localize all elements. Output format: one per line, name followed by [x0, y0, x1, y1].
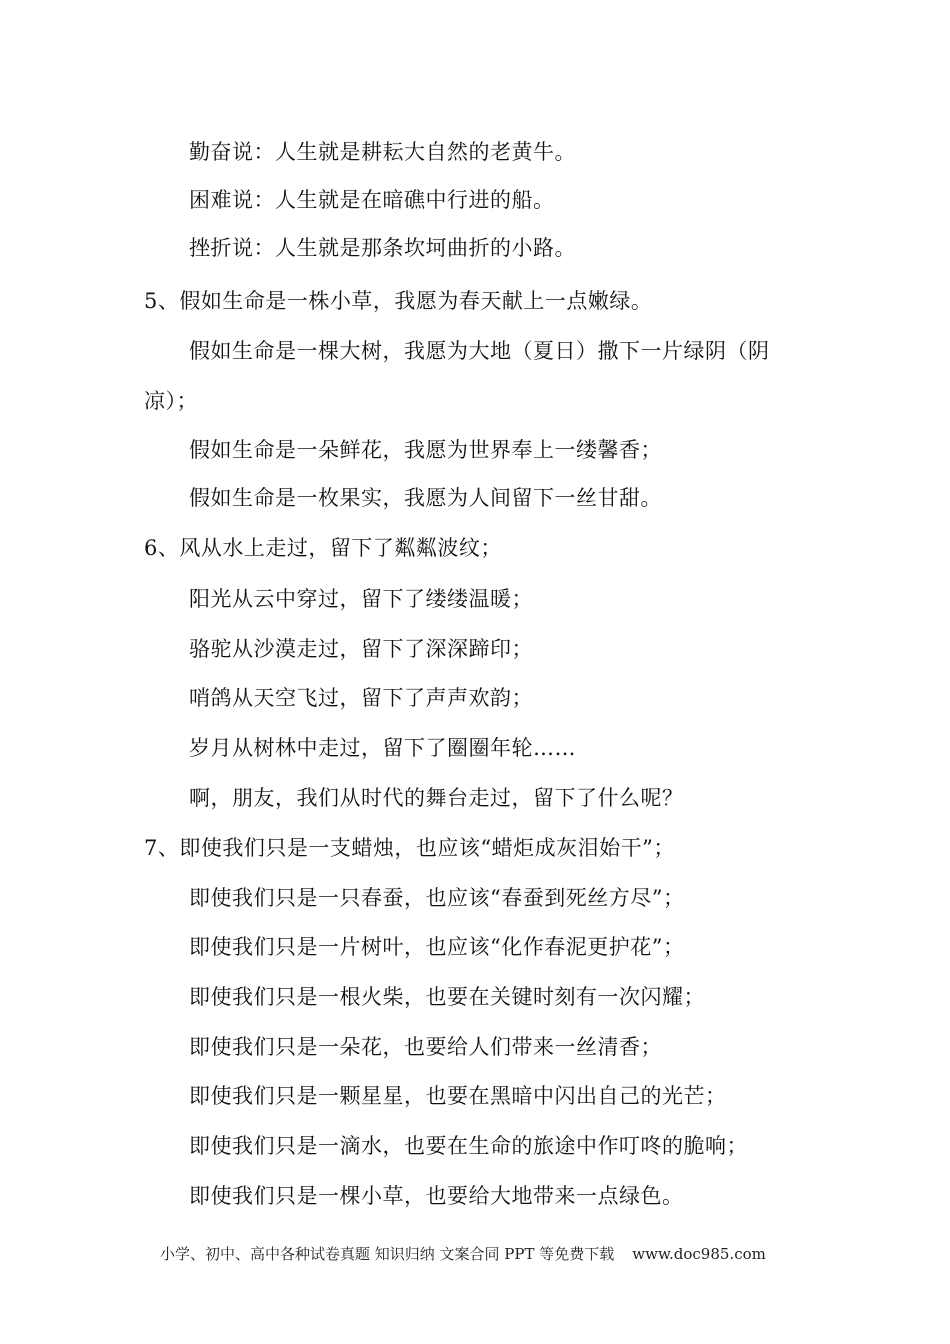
text-line: 即使我们只是一片树叶，也应该“化作春泥更护花”； — [189, 935, 685, 959]
text-line: 阳光从云中穿过，留下了缕缕温暖； — [189, 587, 533, 611]
text-line: 假如生命是一棵大树，我愿为大地（夏日）撒下一片绿阴（阴 — [189, 339, 770, 363]
text-line: 6、风从水上走过，留下了粼粼波纹； — [144, 536, 502, 560]
text-line: 假如生命是一枚果实，我愿为人间留下一丝甘甜。 — [189, 486, 662, 510]
text-line: 即使我们只是一棵小草，也要给大地带来一点绿色。 — [189, 1184, 684, 1208]
footer-text: 小学、初中、高中各种试卷真题 知识归纳 文案合同 PPT 等免费下载 — [160, 1245, 615, 1263]
text-line: 挫折说：人生就是那条坎坷曲折的小路。 — [189, 236, 576, 260]
text-line: 困难说：人生就是在暗礁中行进的船。 — [189, 188, 555, 212]
text-line: 勤奋说：人生就是耕耘大自然的老黄牛。 — [189, 140, 576, 164]
text-line: 即使我们只是一颗星星，也要在黑暗中闪出自己的光芒； — [189, 1084, 727, 1108]
text-line: 即使我们只是一根火柴，也要在关键时刻有一次闪耀； — [189, 985, 705, 1009]
footer-site-link[interactable]: www.doc985.com — [632, 1245, 766, 1263]
text-line: 即使我们只是一朵花，也要给人们带来一丝清香； — [189, 1035, 662, 1059]
text-line: 哨鸽从天空飞过，留下了声声欢韵； — [189, 686, 533, 710]
text-line: 即使我们只是一滴水，也要在生命的旅途中作叮咚的脆响； — [189, 1134, 748, 1158]
text-line: 凉）； — [144, 389, 198, 413]
text-line: 5、假如生命是一株小草，我愿为春天献上一点嫩绿。 — [144, 289, 653, 313]
text-line: 假如生命是一朵鲜花，我愿为世界奉上一缕馨香； — [189, 438, 662, 462]
page-footer — [160, 1244, 766, 1264]
text-line: 啊，朋友，我们从时代的舞台走过，留下了什么呢？ — [189, 786, 684, 810]
text-line: 岁月从树林中走过，留下了圈圈年轮…… — [189, 736, 576, 760]
text-line: 骆驼从沙漠走过，留下了深深蹄印； — [189, 637, 533, 661]
text-line: 即使我们只是一只春蚕，也应该“春蚕到死丝方尽”； — [189, 886, 685, 910]
text-line: 7、即使我们只是一支蜡烛，也应该“蜡炬成灰泪始干”； — [144, 836, 675, 860]
